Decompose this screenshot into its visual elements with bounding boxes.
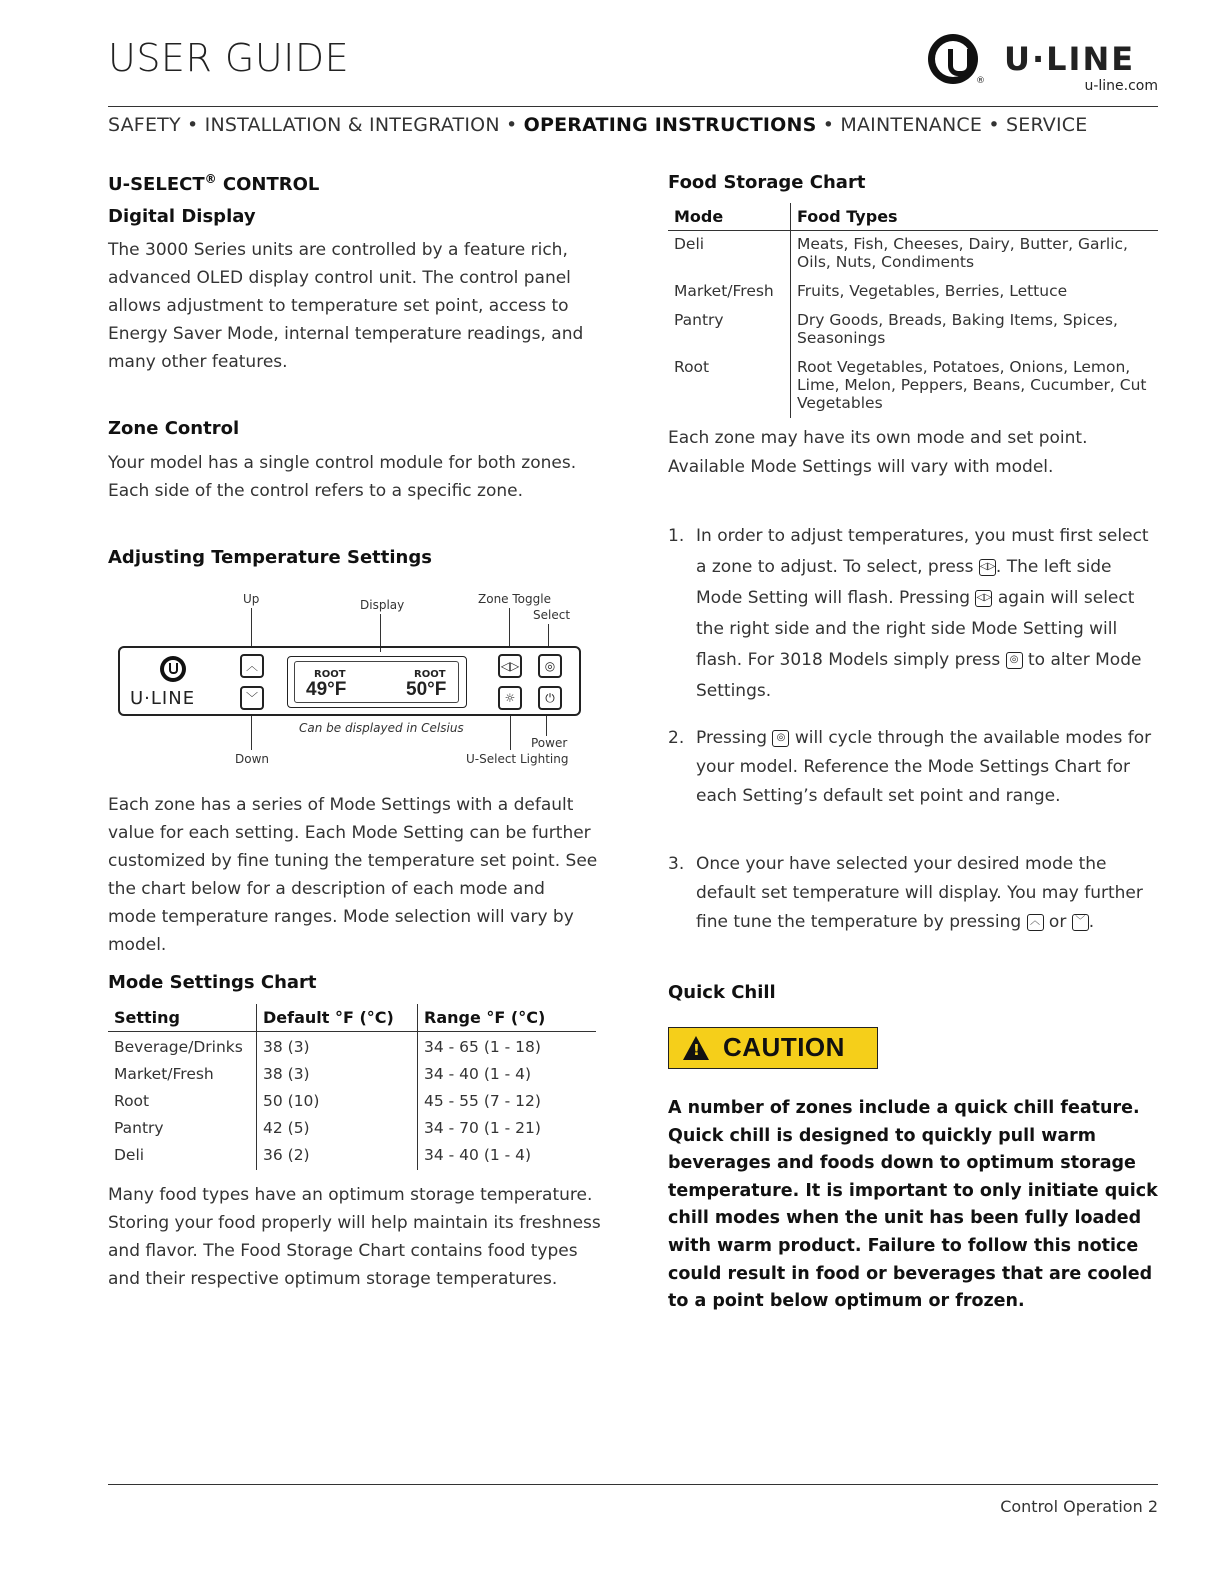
table-cell: Pantry — [668, 308, 791, 355]
table-cell: 38 (3) — [257, 1059, 418, 1086]
logo-wordmark: U·LINE — [1004, 40, 1136, 78]
section-breadcrumb — [108, 114, 1158, 136]
left-zone-mode: ROOT — [314, 669, 346, 680]
table-cell: 38 (3) — [257, 1032, 418, 1060]
leader-line — [510, 716, 511, 750]
adjusting-heading: Adjusting Temperature Settings — [108, 547, 432, 568]
table-cell: 50 (10) — [257, 1086, 418, 1113]
table-cell: 45 - 55 (7 - 12) — [424, 1092, 541, 1110]
section-heading: U-SELECT® CONTROL — [108, 172, 320, 195]
table-cell: Deli — [668, 231, 791, 280]
mode-settings-text: Each zone has a series of Mode Settings with a default value for each setting. Each Mode Setting can be further customized by fine tuning the temperature set point. See the chart below for a description of each mode and mode temperature ranges. Mode selection will vary by model. — [108, 795, 598, 955]
quick-chill-heading: Quick Chill — [668, 982, 776, 1003]
step-number: 3. — [668, 854, 685, 874]
brand-logo — [928, 34, 1164, 98]
digital-display-text: The 3000 Series units are controlled by a feature rich, advanced OLED display control unit. The control panel allows adjustment to temperature set point, access to Energy Saver Mode, internal temperature readings, and many other features. — [108, 240, 584, 372]
zone-control-text: Your model has a single control module for both zones. Each side of the control refers to a specific zone. — [108, 453, 577, 501]
label-zone-toggle: Zone Toggle — [478, 592, 551, 606]
select-icon: ◎ — [1006, 652, 1023, 669]
table-cell: 42 (5) — [257, 1113, 418, 1140]
column-header: Food Types — [791, 203, 1159, 231]
step-text: Pressing ◎ will cycle through the available modes for your model. Reference the Mode Settings Chart for each Setting’s default set point and range. — [696, 728, 1152, 806]
table-cell: 36 (2) — [257, 1140, 418, 1170]
lighting-icon: ☼ — [498, 686, 522, 710]
mode-settings-table — [108, 1004, 596, 1170]
nav-active: OPERATING INSTRUCTIONS — [523, 114, 817, 136]
table-cell: Pantry — [108, 1113, 257, 1140]
power-icon: ⏻ — [538, 686, 562, 710]
food-chart-heading: Food Storage Chart — [668, 172, 866, 193]
down-icon: ﹀ — [1072, 914, 1089, 931]
table-cell: Fruits, Vegetables, Berries, Lettuce — [797, 282, 1068, 300]
label-power: Power — [531, 736, 568, 750]
zone-mode-text — [668, 424, 1158, 481]
logo-url: u-line.com — [1084, 78, 1158, 94]
column-header: Mode — [668, 203, 791, 231]
logo-mark-icon — [928, 34, 978, 84]
table-row — [108, 1140, 596, 1170]
header-divider — [108, 106, 1158, 107]
select-icon: ◎ — [772, 730, 789, 747]
caution-banner — [668, 1027, 878, 1069]
table-cell: Market/Fresh — [108, 1059, 257, 1086]
step-number: 1. — [668, 526, 685, 546]
table-cell: Beverage/Drinks — [108, 1032, 257, 1060]
panel-logo-icon — [160, 656, 186, 682]
column-header: Default °F (°C) — [257, 1004, 418, 1032]
up-button-icon: ︿ — [240, 654, 264, 678]
table-cell: 34 - 70 (1 - 21) — [424, 1119, 541, 1137]
table-cell: 34 - 40 (1 - 4) — [424, 1065, 532, 1083]
zone-control-heading: Zone Control — [108, 418, 240, 439]
table-cell: Deli — [108, 1140, 257, 1170]
table-cell: Root — [108, 1086, 257, 1113]
step-text: Once your have selected your desired mode the default set temperature will display. You may further fine tune the temperature by pressing ︿ or ﹀ . — [696, 854, 1143, 932]
leader-line — [548, 624, 549, 646]
table-header-row — [108, 1004, 596, 1032]
label-down: Down — [235, 752, 270, 766]
down-button-icon: ﹀ — [240, 686, 264, 710]
food-storage-text: Many food types have an optimum storage temperature. Storing your food properly will help maintain its freshness and flavor. The Food Storage Chart contains food types and their respective optimum storage temperatures. — [108, 1185, 601, 1289]
left-zone-temp: 49°F — [306, 679, 347, 700]
label-display: Display — [360, 598, 405, 612]
nav-pre: SAFETY • INSTALLATION & INTEGRATION • — [108, 114, 518, 136]
zone-toggle-icon: ◁▷ — [498, 654, 522, 678]
table-row — [668, 279, 1158, 308]
table-cell: 34 - 40 (1 - 4) — [424, 1146, 532, 1164]
leader-line — [509, 608, 510, 646]
table-row — [668, 355, 1158, 418]
logo-registered: ® — [976, 76, 985, 86]
leader-line — [546, 716, 547, 736]
panel-logo-text: U·LINE — [130, 688, 196, 709]
right-zone-mode: ROOT — [414, 669, 446, 680]
celsius-note: Can be displayed in Celsius — [299, 721, 464, 735]
page-title: USER GUIDE — [108, 36, 350, 80]
label-lighting: U-Select Lighting — [466, 752, 569, 766]
control-panel — [118, 646, 581, 716]
table-row — [668, 231, 1158, 280]
table-cell: Root Vegetables, Potatoes, Onions, Lemon, Lime, Melon, Peppers, Beans, Cucumber, Cut Vegetables — [797, 358, 1147, 412]
column-header: Setting — [108, 1004, 257, 1032]
nav-post: • MAINTENANCE • SERVICE — [822, 114, 1088, 136]
digital-display-heading: Digital Display — [108, 206, 256, 227]
table-row — [108, 1032, 596, 1060]
table-row — [108, 1086, 596, 1113]
table-header-row — [668, 203, 1158, 231]
column-header: Range °F (°C) — [418, 1004, 597, 1032]
select-icon: ◎ — [538, 654, 562, 678]
table-row — [108, 1059, 596, 1086]
zone-toggle-icon: ◁▷ — [979, 559, 996, 576]
leader-line — [251, 608, 252, 646]
caution-text: A number of zones include a quick chill feature. Quick chill is designed to quickly pull warm beverages and foods down to optimum storage temperature. It is important to only initiate quick chill modes when the unit has been fully loaded with warm product. Failure to follow this notice could result in food or beverages that are cooled to a point below optimum or frozen. — [668, 1098, 1158, 1312]
zone-mode-line: Available Mode Settings will vary with model. — [668, 457, 1054, 477]
mode-chart-heading: Mode Settings Chart — [108, 972, 317, 993]
footer-divider — [108, 1484, 1158, 1485]
table-cell: Dry Goods, Breads, Baking Items, Spices, Seasonings — [797, 311, 1118, 347]
warning-icon — [683, 1036, 709, 1060]
oled-display — [287, 656, 467, 708]
zone-toggle-icon: ◁▷ — [975, 590, 992, 607]
step-text: In order to adjust temperatures, you must first select a zone to adjust. To select, press ◁▷. The left side Mode Setting will flash. Pressing ◁▷ again will select the right side and the right side Mode Setting will flash. For 3018 Models simply press ◎ to alter Mode Settings. — [696, 526, 1149, 701]
table-row — [108, 1113, 596, 1140]
right-zone-temp: 50°F — [406, 679, 447, 700]
caution-label: CAUTION — [723, 1032, 845, 1062]
up-icon: ︿ — [1027, 914, 1044, 931]
control-panel-diagram — [108, 588, 598, 770]
zone-mode-line: Each zone may have its own mode and set point. — [668, 428, 1088, 448]
table-cell: 34 - 65 (1 - 18) — [424, 1038, 541, 1056]
table-cell: Meats, Fish, Cheeses, Dairy, Butter, Garlic, Oils, Nuts, Condiments — [797, 235, 1128, 271]
label-up: Up — [243, 592, 260, 606]
table-cell: Market/Fresh — [668, 279, 791, 308]
leader-line — [251, 716, 252, 750]
label-select: Select — [533, 608, 571, 622]
table-row — [668, 308, 1158, 355]
food-storage-table — [668, 203, 1158, 418]
page-footer-label: Control Operation 2 — [1000, 1497, 1158, 1516]
step-number: 2. — [668, 728, 685, 748]
table-cell: Root — [668, 355, 791, 418]
